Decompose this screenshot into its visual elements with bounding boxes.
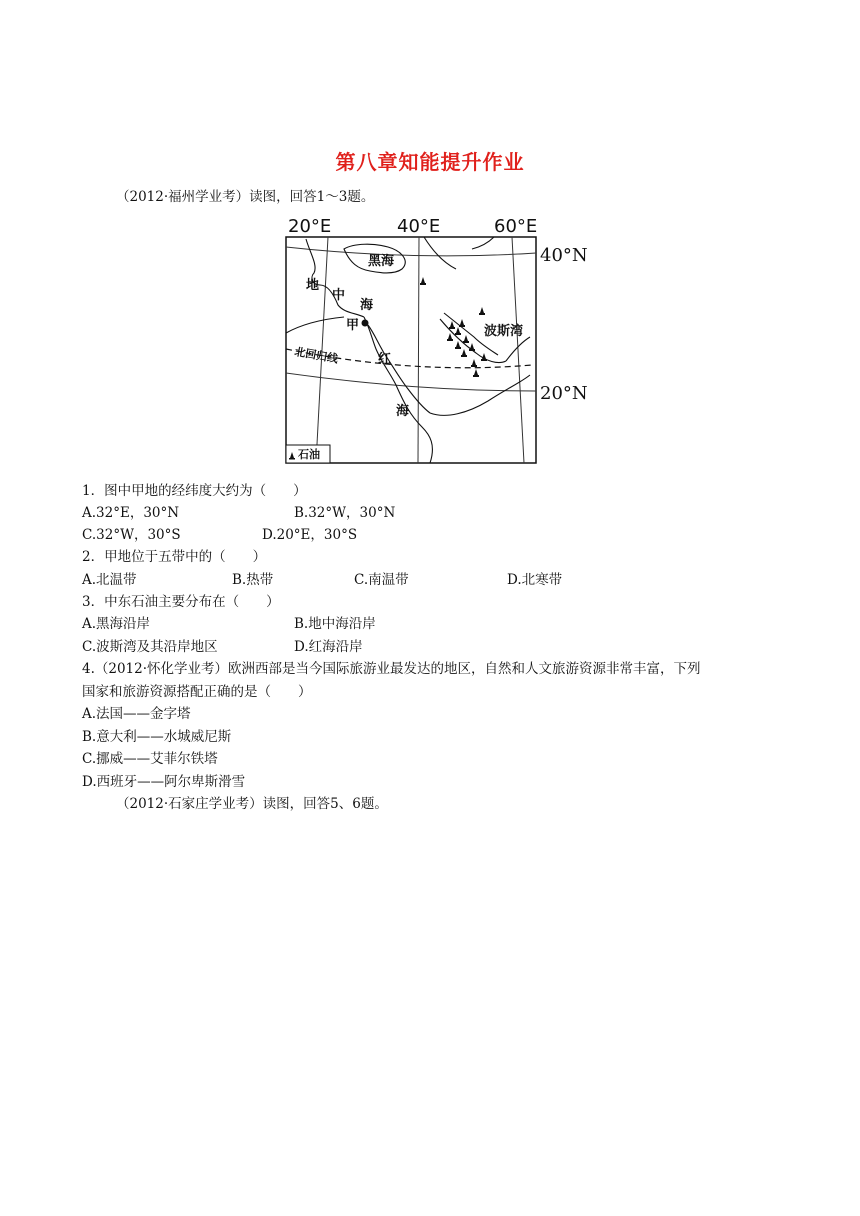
oil-icon bbox=[473, 369, 479, 377]
lon-40e-label: 40°E bbox=[397, 216, 441, 237]
jia-location-marker bbox=[362, 320, 369, 327]
oil-icon bbox=[449, 321, 455, 329]
oil-icon bbox=[463, 335, 469, 343]
oil-markers bbox=[420, 277, 487, 377]
q3-option-a: A.黑海沿岸 bbox=[82, 616, 151, 632]
red-sea-label-2: 海 bbox=[396, 404, 410, 419]
persian-gulf-label: 波斯湾 bbox=[484, 324, 524, 339]
q2-option-a: A.北温带 bbox=[82, 572, 137, 588]
q3-option-b: B.地中海沿岸 bbox=[294, 616, 376, 632]
oil-icon bbox=[447, 333, 453, 341]
q2-option-b: B.热带 bbox=[232, 572, 274, 588]
black-sea-label: 黑海 bbox=[368, 254, 395, 269]
oil-icon bbox=[461, 349, 467, 357]
q3-stem: 3．中东石油主要分布在（ ） bbox=[82, 594, 280, 610]
q2-option-c: C.南温带 bbox=[354, 572, 409, 588]
lat-40n-label: 40°N bbox=[540, 245, 588, 266]
q1-option-c: C.32°W，30°S bbox=[82, 527, 181, 543]
q4-stem-line1: 4.（2012·怀化学业考）欧洲西部是当今国际旅游业最发达的地区，自然和人文旅游资源非常丰富，下列 bbox=[82, 661, 701, 677]
q4-stem-line2: 国家和旅游资源搭配正确的是（ ） bbox=[82, 684, 312, 700]
q1-option-b: B.32°W，30°N bbox=[294, 505, 396, 521]
q1-stem: 1．图中甲地的经纬度大约为（ ） bbox=[82, 483, 307, 499]
oil-icon bbox=[471, 359, 477, 367]
intro-q1-3: （2012·福州学业考）读图，回答1～3题。 bbox=[116, 189, 375, 205]
oil-icon bbox=[455, 327, 461, 335]
lon-20e-label: 20°E bbox=[288, 216, 332, 237]
oil-icon bbox=[459, 319, 465, 327]
lon-60e-label: 60°E bbox=[494, 216, 538, 237]
legend-oil-label: 石油 bbox=[298, 448, 320, 461]
q2-stem: 2．甲地位于五带中的（ ） bbox=[82, 549, 267, 565]
page-title: 第八章知能提升作业 bbox=[335, 150, 525, 174]
oil-icon bbox=[455, 341, 461, 349]
q1-option-a: A.32°E，30°N bbox=[82, 505, 180, 521]
tropic-of-cancer-label: 北回归线 bbox=[293, 345, 340, 366]
mediterranean-label-2: 中 bbox=[332, 288, 346, 303]
mediterranean-label-1: 地 bbox=[306, 278, 320, 293]
q3-option-d: D.红海沿岸 bbox=[294, 639, 363, 655]
q3-option-c: C.波斯湾及其沿岸地区 bbox=[82, 639, 218, 655]
q1-option-d: D.20°E，30°S bbox=[262, 527, 358, 543]
oil-icon bbox=[479, 307, 485, 315]
mediterranean-label-3: 海 bbox=[360, 298, 374, 313]
q4-option-c: C.挪威——艾菲尔铁塔 bbox=[82, 751, 218, 767]
intro-q5-6: （2012·石家庄学业考）读图，回答5、6题。 bbox=[116, 796, 388, 812]
lat-20n-label: 20°N bbox=[540, 383, 588, 404]
jia-location-label: 甲 bbox=[346, 318, 360, 333]
oil-icon bbox=[469, 343, 475, 351]
red-sea-label-1: 红 bbox=[378, 352, 392, 367]
q4-option-d: D.西班牙——阿尔卑斯滑雪 bbox=[82, 774, 246, 790]
q4-option-a: A.法国——金字塔 bbox=[82, 706, 191, 722]
oil-icon bbox=[420, 277, 426, 285]
q2-option-d: D.北寒带 bbox=[507, 572, 563, 588]
q4-option-b: B.意大利——水城威尼斯 bbox=[82, 729, 232, 745]
middle-east-map bbox=[284, 213, 538, 465]
